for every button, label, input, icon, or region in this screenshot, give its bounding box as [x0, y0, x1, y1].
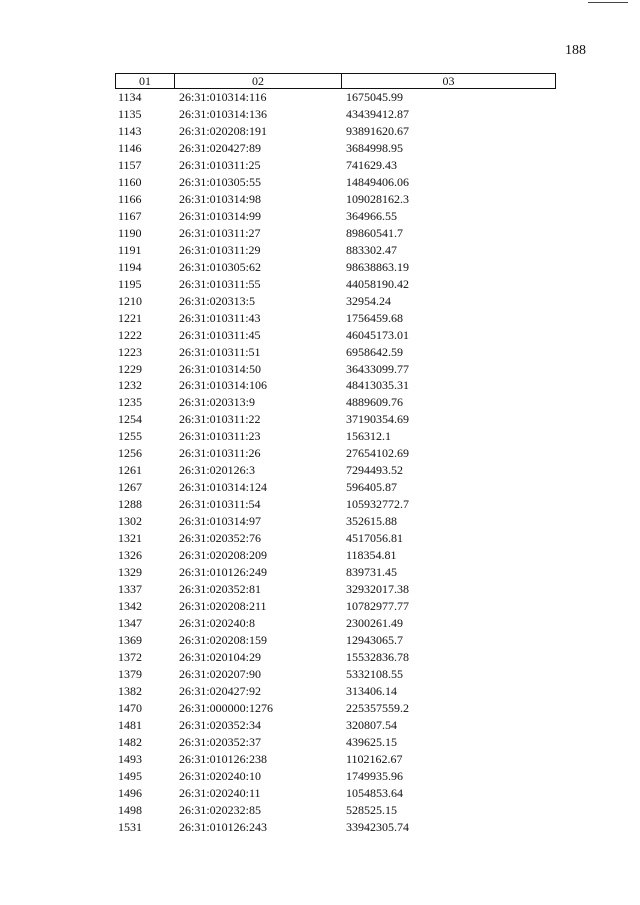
cadastral-number: 26:31:010314:124	[179, 480, 268, 495]
table-row	[0, 734, 640, 751]
row-number: 1321	[118, 531, 142, 546]
cadastral-number: 26:31:020352:81	[179, 582, 262, 597]
cadastral-number: 26:31:020313:9	[179, 395, 256, 410]
table-row	[0, 683, 640, 700]
row-number: 1135	[118, 106, 142, 121]
cadastral-number: 26:31:020240:10	[179, 768, 262, 783]
row-value: 46045173.01	[346, 327, 409, 342]
row-number: 1498	[118, 802, 142, 817]
top-rule	[588, 2, 628, 3]
row-number: 1347	[118, 616, 142, 631]
row-value: 364966.55	[346, 208, 397, 223]
row-value: 109028162.3	[346, 191, 409, 206]
row-number: 1166	[118, 191, 142, 206]
cadastral-number: 26:31:020232:85	[179, 802, 262, 817]
row-value: 48413035.31	[346, 378, 409, 393]
row-number: 1267	[118, 480, 142, 495]
cadastral-number: 26:31:010314:106	[179, 378, 268, 393]
table-row	[0, 479, 640, 496]
row-number: 1337	[118, 582, 142, 597]
cadastral-number: 26:31:020104:29	[179, 649, 262, 664]
table-row	[0, 700, 640, 717]
table-row	[0, 632, 640, 649]
cadastral-number: 26:31:020240:8	[179, 616, 256, 631]
row-value: 3684998.95	[346, 140, 403, 155]
row-value: 1675045.99	[346, 90, 403, 104]
row-number: 1194	[118, 259, 142, 274]
table-body	[0, 89, 640, 836]
cadastral-number: 26:31:010311:26	[179, 446, 261, 461]
table-row	[0, 581, 640, 598]
row-value: 15532836.78	[346, 649, 409, 664]
cadastral-number: 26:31:010314:98	[179, 191, 262, 206]
cadastral-number: 26:31:020208:159	[179, 633, 268, 647]
table-row	[0, 717, 640, 734]
row-value: 93891620.67	[346, 123, 409, 138]
table-row	[0, 106, 640, 123]
row-number: 1229	[118, 361, 142, 376]
row-value: 1054853.64	[346, 785, 403, 800]
cadastral-number: 26:31:010314:97	[179, 514, 262, 529]
table-row	[0, 751, 640, 768]
cadastral-number: 26:31:010126:243	[179, 819, 268, 834]
cadastral-number: 26:31:020207:90	[179, 666, 262, 681]
table-row	[0, 276, 640, 293]
row-value: 741629.43	[346, 157, 397, 172]
row-number: 1326	[118, 548, 142, 563]
cadastral-number: 26:31:020208:191	[179, 123, 268, 138]
table-row	[0, 242, 640, 259]
table-row	[0, 598, 640, 615]
table-row	[0, 174, 640, 191]
table-row	[0, 564, 640, 581]
row-value: 98638863.19	[346, 259, 409, 274]
row-number: 1167	[118, 208, 142, 223]
row-value: 44058190.42	[346, 276, 409, 291]
row-value: 36433099.77	[346, 361, 409, 376]
table-row	[0, 394, 640, 411]
table-row	[0, 411, 640, 428]
row-number: 1481	[118, 717, 142, 732]
table-row	[0, 768, 640, 785]
row-number: 1195	[118, 276, 142, 291]
row-number: 1382	[118, 683, 142, 698]
row-value: 12943065.7	[346, 633, 403, 647]
cadastral-number: 26:31:010314:136	[179, 106, 268, 121]
row-number: 1329	[118, 565, 142, 580]
row-value: 883302.47	[346, 242, 397, 257]
table-row	[0, 225, 640, 242]
row-value: 7294493.52	[346, 463, 403, 478]
table-row	[0, 293, 640, 310]
row-number: 1531	[118, 819, 142, 834]
row-number: 1160	[118, 174, 142, 189]
table-row	[0, 530, 640, 547]
header-col-03: 03	[442, 74, 455, 88]
row-number: 1379	[118, 666, 142, 681]
cadastral-number: 26:31:000000:1276	[179, 700, 274, 715]
row-value: 37190354.69	[346, 412, 409, 427]
cadastral-number: 26:31:010305:62	[179, 259, 262, 274]
table-header	[115, 73, 556, 89]
cadastral-number: 26:31:010311:29	[179, 242, 261, 257]
cadastral-number: 26:31:010314:50	[179, 361, 262, 376]
row-number: 1190	[118, 225, 142, 240]
row-value: 225357559.2	[346, 700, 409, 715]
table-row	[0, 140, 640, 157]
cadastral-number: 26:31:020208:211	[179, 599, 267, 614]
row-value: 320807.54	[346, 717, 397, 732]
row-number: 1223	[118, 344, 142, 359]
row-number: 1302	[118, 514, 142, 529]
row-number: 1369	[118, 633, 142, 647]
row-value: 10782977.77	[346, 599, 409, 614]
cadastral-number: 26:31:020427:92	[179, 683, 262, 698]
cadastral-number: 26:31:010311:45	[179, 327, 261, 342]
table-row	[0, 361, 640, 378]
row-number: 1146	[118, 140, 142, 155]
cadastral-number: 26:31:010311:25	[179, 157, 261, 172]
table-row	[0, 496, 640, 513]
table-row	[0, 157, 640, 174]
row-number: 1191	[118, 242, 142, 257]
cadastral-number: 26:31:010126:249	[179, 565, 268, 580]
row-number: 1254	[118, 412, 142, 427]
table-row	[0, 89, 640, 106]
cadastral-number: 26:31:020208:209	[179, 548, 268, 563]
row-number: 1493	[118, 751, 142, 766]
table-row	[0, 377, 640, 394]
cadastral-number: 26:31:010314:116	[179, 90, 267, 104]
row-value: 1756459.68	[346, 310, 403, 325]
row-number: 1157	[118, 157, 142, 172]
cadastral-number: 26:31:010311:55	[179, 276, 261, 291]
table-row	[0, 208, 640, 225]
row-value: 27654102.69	[346, 446, 409, 461]
row-number: 1470	[118, 700, 142, 715]
cadastral-number: 26:31:020126:3	[179, 463, 256, 478]
row-value: 1749935.96	[346, 768, 403, 783]
row-number: 1143	[118, 123, 142, 138]
row-value: 6958642.59	[346, 344, 403, 359]
table-row	[0, 649, 640, 666]
table-row	[0, 666, 640, 683]
table-row	[0, 191, 640, 208]
table-row	[0, 310, 640, 327]
table-row	[0, 547, 640, 564]
page-number: 188	[565, 43, 586, 58]
row-number: 1261	[118, 463, 142, 478]
cadastral-number: 26:31:010314:99	[179, 208, 262, 223]
row-number: 1495	[118, 768, 142, 783]
cadastral-number: 26:31:010305:55	[179, 174, 262, 189]
cadastral-number: 26:31:020352:34	[179, 717, 262, 732]
table-row	[0, 819, 640, 836]
row-value: 528525.15	[346, 802, 397, 817]
cadastral-number: 26:31:010311:27	[179, 225, 261, 240]
row-value: 14849406.06	[346, 174, 409, 189]
table-row	[0, 445, 640, 462]
row-number: 1222	[118, 327, 142, 342]
row-value: 839731.45	[346, 565, 397, 580]
row-value: 313406.14	[346, 683, 397, 698]
row-value: 105932772.7	[346, 497, 409, 512]
row-number: 1256	[118, 446, 142, 461]
table-row	[0, 785, 640, 802]
cadastral-number: 26:31:010311:22	[179, 412, 261, 427]
table-row	[0, 462, 640, 479]
cadastral-number: 26:31:020352:37	[179, 734, 262, 749]
table-row	[0, 123, 640, 140]
cadastral-number: 26:31:010311:54	[179, 497, 261, 512]
row-value: 156312.1	[346, 429, 391, 444]
cadastral-number: 26:31:010311:23	[179, 429, 261, 444]
cadastral-number: 26:31:020313:5	[179, 293, 256, 308]
row-value: 1102162.67	[346, 751, 403, 766]
table-row	[0, 513, 640, 530]
row-value: 43439412.87	[346, 106, 409, 121]
cadastral-number: 26:31:020352:76	[179, 531, 262, 546]
row-number: 1496	[118, 785, 142, 800]
row-value: 352615.88	[346, 514, 397, 529]
cadastral-number: 26:31:020427:89	[179, 140, 262, 155]
row-number: 1288	[118, 497, 142, 512]
row-value: 439625.15	[346, 734, 397, 749]
cadastral-number: 26:31:010311:43	[179, 310, 261, 325]
table-row	[0, 344, 640, 361]
table-row	[0, 428, 640, 445]
header-col-02: 02	[175, 74, 342, 88]
row-number: 1255	[118, 429, 142, 444]
row-number: 1372	[118, 649, 142, 664]
row-number: 1342	[118, 599, 142, 614]
table-row	[0, 327, 640, 344]
row-value: 4889609.76	[346, 395, 403, 410]
row-value: 596405.87	[346, 480, 397, 495]
cadastral-number: 26:31:010311:51	[179, 344, 261, 359]
table-row	[0, 615, 640, 632]
table-row	[0, 802, 640, 819]
row-value: 118354.81	[346, 548, 397, 563]
cadastral-number: 26:31:020240:11	[179, 785, 261, 800]
row-number: 1482	[118, 734, 142, 749]
row-number: 1235	[118, 395, 142, 410]
row-value: 33942305.74	[346, 819, 409, 834]
row-value: 89860541.7	[346, 225, 403, 240]
row-number: 1221	[118, 310, 142, 325]
cadastral-number: 26:31:010126:238	[179, 751, 268, 766]
row-number: 1232	[118, 378, 142, 393]
row-value: 2300261.49	[346, 616, 403, 631]
row-value: 32932017.38	[346, 582, 409, 597]
header-col-01: 01	[116, 74, 175, 88]
row-number: 1134	[118, 90, 142, 104]
row-value: 5332108.55	[346, 666, 403, 681]
row-value: 32954.24	[346, 293, 391, 308]
row-number: 1210	[118, 293, 142, 308]
row-value: 4517056.81	[346, 531, 403, 546]
table-row	[0, 259, 640, 276]
